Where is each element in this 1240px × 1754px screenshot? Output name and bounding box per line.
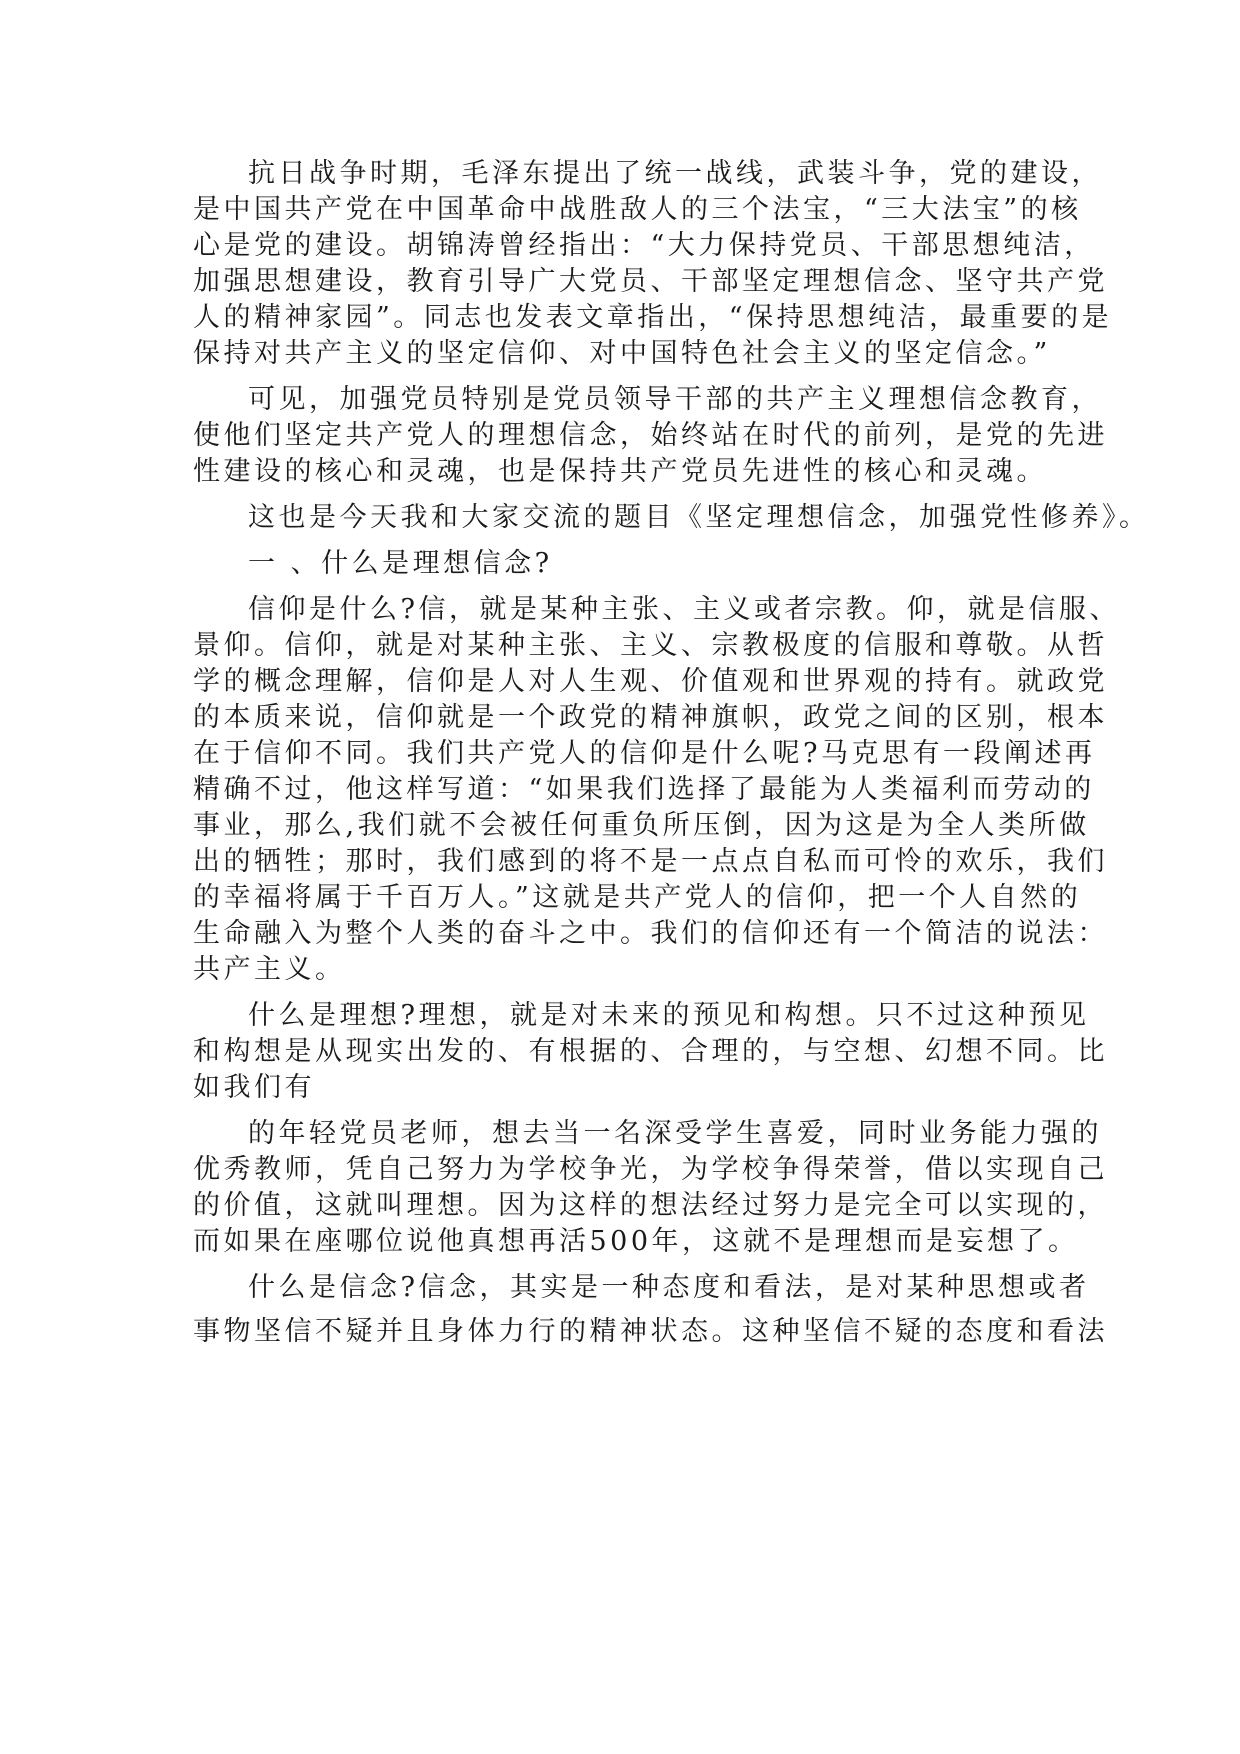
text-line: 而如果在座哪位说他真想再活500年，这就不是理想而是妄想了。 xyxy=(193,1226,1079,1257)
text-line: 精确不过，他这样写道：“如果我们选择了最能为人类福利而劳动的 xyxy=(193,774,1095,805)
text-line: 信仰是什么?信，就是某种主张、主义或者宗教。仰，就是信服、 xyxy=(248,594,1120,625)
text-line: 生命融入为整个人类的奋斗之中。我们的信仰还有一个简洁的说法： xyxy=(193,918,1108,949)
text-line: 和构想是从现实出发的、有根据的、合理的，与空想、幻想不同。比 xyxy=(193,1036,1108,1067)
text-line: 学的概念理解，信仰是人对人生观、价值观和世界观的持有。就政党 xyxy=(193,666,1108,697)
text-line: 在于信仰不同。我们共产党人的信仰是什么呢?马克思有一段阐述再 xyxy=(193,738,1096,769)
text-line: 事业，那么,我们就不会被任何重负所压倒，因为这是为全人类所做 xyxy=(193,810,1090,841)
text-line: 人的精神家园”。同志也发表文章指出，“保持思想纯洁，最重要的是 xyxy=(193,302,1113,333)
text-line: 的年轻党员老师，想去当一名深受学生喜爱，同时业务能力强的 xyxy=(248,1118,1102,1149)
text-line: 性建设的核心和灵魂，也是保持共产党员先进性的核心和灵魂。 xyxy=(193,456,1047,487)
paragraph-1 xyxy=(193,156,1113,372)
paragraph-2 xyxy=(193,382,1108,490)
text-line: 什么是信念?信念，其实是一种态度和看法，是对某种思想或者 xyxy=(248,1272,1090,1303)
text-line: 如我们有 xyxy=(193,1072,315,1103)
text-line: 优秀教师，凭自己努力为学校争光，为学校争得荣誉，借以实现自己 xyxy=(193,1154,1108,1185)
text-line: 可见，加强党员特别是党员领导干部的共产主义理想信念教育， xyxy=(248,384,1102,415)
text-line: 景仰。信仰，就是对某种主张、主义、宗教极度的信服和尊敬。从哲 xyxy=(193,630,1108,661)
section-heading-text: 一 、什么是理想信念? xyxy=(248,548,553,579)
text-line: 出的牺牲；那时，我们感到的将不是一点点自私而可怜的欢乐，我们 xyxy=(193,846,1108,877)
text-line: 这也是今天我和大家交流的题目《坚定理想信念，加强党性修养》。 xyxy=(248,502,1150,533)
text-line: 使他们坚定共产党人的理想信念，始终站在时代的前列，是党的先进 xyxy=(193,420,1108,451)
text-line: 的价值，这就叫理想。因为这样的想法经过努力是完全可以实现的， xyxy=(193,1190,1108,1221)
text-line: 加强思想建设，教育引导广大党员、干部坚定理想信念、坚守共产党 xyxy=(193,266,1108,297)
text-line: 是中国共产党在中国革命中战胜敌人的三个法宝，“三大法宝”的核 xyxy=(193,194,1082,225)
text-line: 保持对共产主义的坚定信仰、对中国特色社会主义的坚定信念。” xyxy=(193,338,1051,369)
paragraph-5 xyxy=(193,592,1120,988)
text-line: 共产主义。 xyxy=(193,954,346,985)
section-heading xyxy=(193,546,1058,582)
paragraph-3 xyxy=(193,500,1150,536)
paragraph-7 xyxy=(193,1116,1108,1260)
text-line: 抗日战争时期，毛泽东提出了统一战线，武装斗争，党的建设， xyxy=(248,158,1102,189)
text-line: 的本质来说，信仰就是一个政党的精神旗帜，政党之间的区别，根本 xyxy=(193,702,1108,733)
text-line: 的幸福将属于千百万人。”这就是共产党人的信仰，把一个人自然的 xyxy=(193,882,1082,913)
text-line: 事物坚信不疑并且身体力行的精神状态。这种坚信不疑的态度和看法 xyxy=(193,1316,1108,1347)
text-line: 什么是理想?理想，就是对未来的预见和构想。只不过这种预见 xyxy=(248,1000,1090,1031)
document-body xyxy=(193,156,1150,1350)
text-line: 心是党的建设。胡锦涛曾经指出：“大力保持党员、干部思想纯洁， xyxy=(193,230,1095,261)
paragraph-8 xyxy=(193,1270,1108,1350)
paragraph-6 xyxy=(193,998,1108,1106)
